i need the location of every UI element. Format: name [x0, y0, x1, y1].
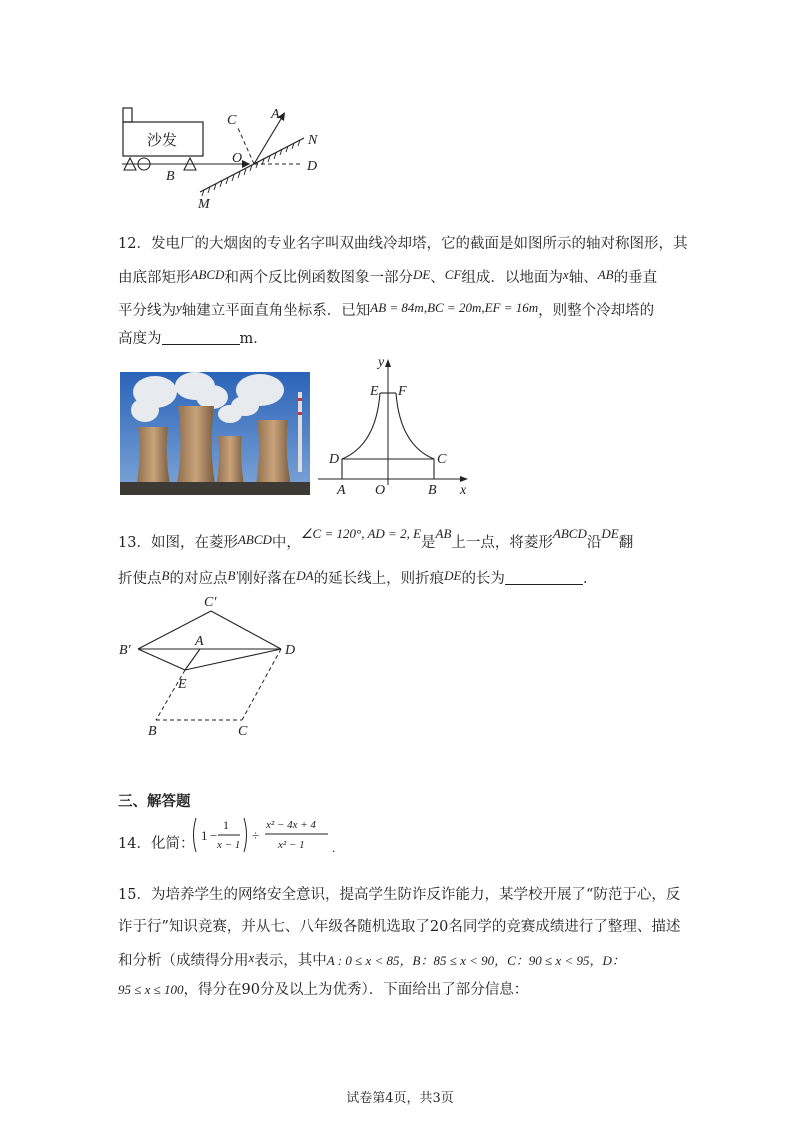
q13-abcd2: ABCD: [552, 526, 587, 541]
q12-text: ，则整个冷却塔的: [538, 303, 655, 319]
label-N: N: [308, 133, 318, 148]
q13-text: 沿: [586, 535, 602, 551]
q15-line1: 15．为培养学生的网络安全意识，提高学生防诈反诈能力，某学校开展了“防范于心，反: [118, 887, 681, 903]
q14-expression: [190, 812, 340, 858]
q13-bprime: B′: [227, 568, 239, 583]
triangle-Bp-Cp-D: [138, 611, 281, 649]
y-axis-arrow: [385, 359, 391, 367]
q12-text: 高度为: [118, 331, 162, 347]
q13-text: 是: [421, 535, 436, 551]
label-O: O: [375, 483, 386, 498]
label-E: E: [178, 677, 187, 692]
q13-de2: DE: [444, 568, 462, 583]
q14-div: ÷: [252, 828, 260, 843]
q12-text: 和两个反比例函数图象一部分: [224, 270, 413, 286]
label-D: D: [307, 159, 318, 174]
q13-da: DA: [296, 568, 314, 583]
q13-text: 的长为: [461, 571, 505, 587]
label-C: C: [437, 452, 447, 467]
q15-range-d: 95 ≤ x ≤ 100: [118, 982, 184, 997]
label-A: A: [195, 634, 204, 649]
q15-line3: [118, 948, 625, 971]
label-y: y: [378, 355, 385, 370]
section-title: 三、解答题: [118, 793, 191, 810]
label-Cp: C′: [204, 595, 217, 610]
curve-DE: [342, 393, 380, 459]
q12-text: 轴、: [568, 270, 598, 286]
q15-text: ，得分在90分及以上为优秀）．下面给出了部分信息：: [183, 982, 529, 998]
q13-line2: [118, 566, 597, 589]
label-D: D: [285, 643, 296, 658]
label-E: E: [370, 384, 379, 399]
line-Bp-E: [138, 649, 185, 670]
q12-line4: [118, 329, 268, 349]
line-E-D: [185, 649, 281, 670]
q13-text: 13．如图，在菱形: [118, 535, 238, 551]
sofa-label: 沙发: [147, 131, 178, 149]
q12-text: 由底部矩形: [118, 270, 191, 286]
q15-range-c: ，C：90 ≤ x < 95: [494, 953, 590, 968]
q13-text: 翻: [618, 535, 634, 551]
page-footer: 试卷第4页，共3页: [346, 1091, 454, 1106]
q13-abcd: ABCD: [237, 532, 272, 547]
q14-den2: x² − 1: [278, 839, 305, 851]
q12-de: DE: [412, 267, 431, 282]
label-B: B: [166, 169, 175, 184]
q12-line1: 12．发电厂的大烟囱的专业名字叫双曲线冷却塔，它的截面是如图所示的轴对称图形，其: [118, 236, 688, 252]
q13-text: 中，: [271, 535, 301, 551]
q12-y: y: [176, 300, 182, 315]
label-D: D: [329, 452, 340, 467]
mirror-hatching: [202, 140, 300, 196]
q13-text: ．: [582, 571, 598, 587]
q12-text: m．: [239, 331, 268, 347]
label-A: A: [337, 483, 346, 498]
figure-13-rhombus: [118, 592, 308, 742]
q14-label: 14．化简：: [118, 836, 195, 852]
q15-range-b: ，B：85 ≤ x < 90: [399, 953, 495, 968]
q15-line2: 诈于行”知识竞赛，并从七、八年级各随机选取了20名同学的竞赛成绩进行了整理、描述: [118, 919, 681, 935]
q13-b: B: [161, 568, 170, 583]
left-paren: [194, 818, 197, 852]
q12-text: 的垂直: [613, 270, 658, 286]
label-B: B: [148, 724, 157, 739]
q14-minus: −: [210, 828, 218, 843]
q14-one: 1: [201, 828, 208, 843]
sofa-back: [123, 108, 132, 122]
q14-den1: x − 1: [217, 839, 241, 851]
q12-text: 平分线为: [118, 303, 176, 319]
q13-text: 刚好落在: [238, 571, 297, 587]
q12-ab: AB: [597, 267, 614, 282]
q15-line4: [118, 980, 528, 1000]
q12-text: 、: [430, 270, 445, 286]
q13-ab: AB: [435, 526, 452, 541]
label-A: A: [271, 107, 280, 122]
x-axis-arrow: [460, 476, 468, 482]
q14-end: .: [332, 840, 336, 855]
q13-text: 的对应点: [169, 571, 228, 587]
label-x: x: [460, 483, 467, 498]
line-C-D: [242, 649, 281, 720]
q12-text: 轴建立平面直角坐标系．已知: [181, 303, 371, 319]
q12-answer-blank[interactable]: [162, 330, 240, 345]
label-C: C: [227, 113, 237, 128]
q12-x: x: [562, 267, 569, 282]
label-Bp: B′: [119, 643, 131, 658]
q14-num2: x² − 4x + 4: [266, 819, 316, 831]
q13-text: 上一点，将菱形: [451, 535, 553, 551]
q15-text: 表示，其中: [254, 953, 327, 969]
q12-line3: [118, 298, 654, 321]
q13-given: ∠C = 120°, AD = 2, E: [300, 526, 422, 541]
q15-range-a: A : 0 ≤ x < 85: [326, 953, 400, 968]
q12-text: 组成．以地面为: [461, 270, 563, 286]
label-F: F: [398, 384, 407, 399]
q13-text: 的延长线上，则折痕: [313, 571, 445, 587]
q15-x: x: [248, 950, 255, 965]
label-C: C: [238, 724, 248, 739]
q15-text: 和分析（成绩得分用: [118, 953, 249, 969]
label-M: M: [198, 197, 210, 212]
label-B: B: [428, 483, 437, 498]
cooling-tower-photo: [120, 372, 310, 495]
figure-12-cross-section: [318, 355, 478, 498]
q15-range-d-label: ，D：: [589, 953, 625, 968]
q12-abcd: ABCD: [190, 267, 225, 282]
q14-num1: 1: [223, 818, 229, 832]
q13-text: 折使点: [118, 571, 162, 587]
figure-11-sofa-mirror: [118, 100, 338, 212]
q13-line1: [118, 524, 633, 553]
q13-de: DE: [601, 526, 619, 541]
q13-answer-blank[interactable]: [505, 570, 583, 585]
curve-CF: [396, 393, 434, 459]
label-O: O: [232, 151, 243, 166]
q12-line2: [118, 265, 657, 288]
q12-given: AB = 84m,BC = 20m,EF = 16m: [370, 300, 539, 315]
right-paren: [244, 818, 247, 852]
q12-cf: CF: [444, 267, 462, 282]
